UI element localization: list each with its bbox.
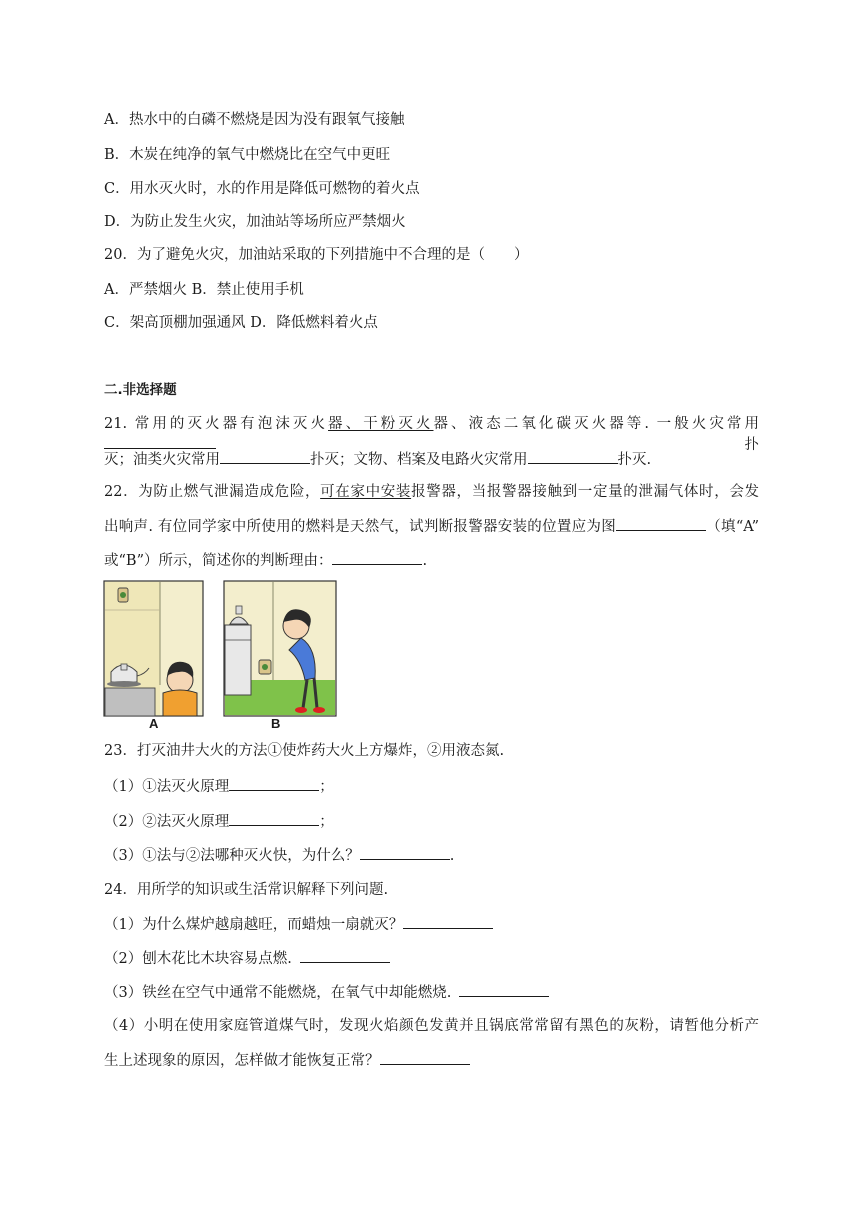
q23-text: （3）①法与②法哪种灭火快，为什么？ [104,848,360,864]
q20-options-cd: C．架高顶棚加强通风 D．降低燃料着火点 [104,315,378,331]
q21-text: 21. 常用的灭火器有泡沫灭火 [104,416,329,432]
q22-answer-blank-1[interactable] [616,516,706,531]
q24-sub-2 [104,948,390,969]
q23-answer-blank-1[interactable] [229,776,319,791]
q22-underlined-text: 可在家中安装 [320,484,412,500]
figure-label-a: A [149,716,159,731]
q23-sub-3 [104,845,454,866]
q21-text: 扑灭. [617,452,652,468]
q19-option-d: D．为防止发生火灾，加油站等场所应严禁烟火 [104,214,406,230]
q24-text: （3）铁丝在空气中通常不能燃烧，在氧气中却能燃烧. [104,985,452,1001]
q19-option-b: B．木炭在纯净的氧气中燃烧比在空气中更旺 [104,147,391,163]
q23-text: . [449,848,455,864]
q22-text: 出响声. 有位同学家中所使用的燃料是天然气，试判断报警器安装的位置应为图 [104,519,616,535]
q23-sub-2 [104,811,334,832]
q22-text: . [422,553,428,569]
q20-stem: 20．为了避免火灾，加油站采取的下列措施中不合理的是（ ） [104,247,529,263]
figure-illustration [103,580,338,730]
section-title: 二.非选择题 [104,382,177,398]
q22-line-1 [104,482,759,502]
q21-text: 扑 [216,437,759,453]
q21-answer-blank-3[interactable] [528,449,618,464]
q21-text: 器、液态二氧化碳灭火器等. 一般火灾常用 [433,416,760,432]
q22-text: 或“B”）所示，简述你的判断理由： [104,553,333,569]
q24-stem: 24．用所学的知识或生活常识解释下列问题. [104,882,389,898]
q21-text: 灭；油类火灾常用 [104,452,220,468]
q23-sub-1 [104,776,334,797]
q24-sub-3 [104,982,549,1003]
q20-options-ab: A．严禁烟火 B．禁止使用手机 [104,282,304,298]
q21-answer-blank-2[interactable] [220,449,310,464]
q22-line-3 [104,550,427,571]
q23-answer-blank-3[interactable] [360,845,450,860]
q24-text: 生上述现象的原因，怎样做才能恢复正常？ [104,1053,380,1069]
q24-sub-4-line-1: （4）小明在使用家庭管道煤气时，发现火焰颜色发黄并且锅底常常留有黑色的灰粉，请暂他分析产 [104,1018,759,1034]
q23-text: （1）①法灭火原理 [104,779,230,795]
q24-sub-1 [104,914,493,935]
q22-line-2 [104,516,759,537]
q24-answer-blank-3[interactable] [459,982,549,997]
q24-text: （1）为什么煤炉越扇越旺，而蜡烛一扇就灭？ [104,917,404,933]
q22-text: 22．为防止燃气泄漏造成危险， [104,484,321,500]
q22-answer-blank-2[interactable] [332,550,422,565]
q21-underlined-text: 器、干粉灭火 [328,416,434,432]
panel-b-illustration [224,581,336,716]
q19-option-a: A．热水中的白磷不燃烧是因为没有跟氧气接触 [104,112,405,128]
q21-answer-blank-1[interactable] [104,434,216,449]
q24-text: （2）刨木花比木块容易点燃. [104,951,292,967]
panel-a-illustration [104,581,203,716]
q23-text: ； [319,814,334,830]
q24-answer-blank-1[interactable] [403,914,493,929]
q24-answer-blank-2[interactable] [300,948,390,963]
q19-option-c: C．用水灭火时，水的作用是降低可燃物的着火点 [104,181,420,197]
q21-text: 扑灭；文物、档案及电路火灾常用 [310,452,528,468]
q23-text: （2）②法灭火原理 [104,814,230,830]
alarm-placement-figure [103,580,338,730]
q23-text: ； [319,779,334,795]
q24-sub-4-line-2 [104,1050,470,1071]
figure-label-b: B [271,716,281,731]
q22-text: 报警器，当报警器接触到一定量的泄漏气体时，会发 [411,484,760,500]
q23-answer-blank-2[interactable] [229,811,319,826]
q22-text: （填“A” [706,519,760,535]
q21-line-2 [104,449,651,470]
q24-answer-blank-4[interactable] [380,1050,470,1065]
q23-stem: 23．打灭油井大火的方法①使炸药大火上方爆炸，②用液态氮. [104,743,505,759]
